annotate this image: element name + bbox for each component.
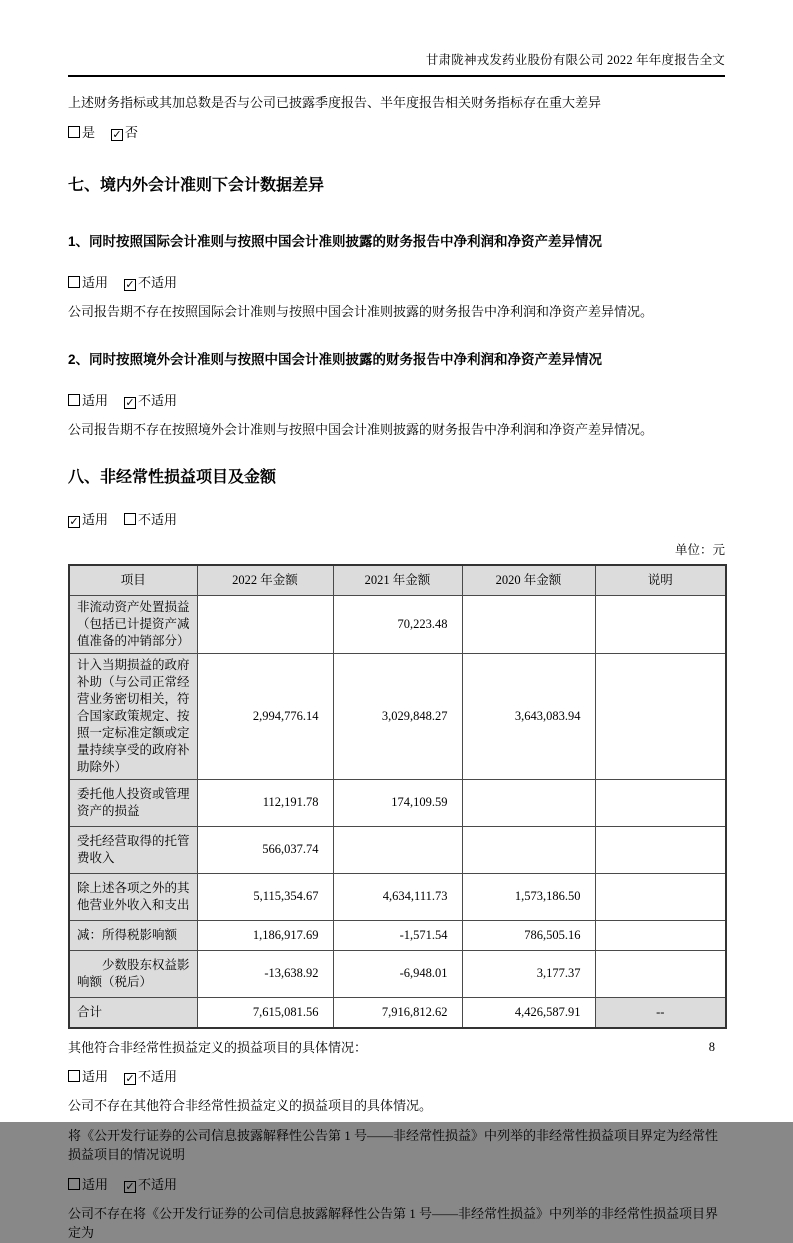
row-2021-value: 70,223.48 — [333, 595, 462, 653]
section8-not-applicable-label: 不适用 — [138, 511, 178, 527]
definition-applicable-option — [68, 1177, 108, 1192]
section7-sub1-heading: 1、同时按照国际会计准则与按照中国会计准则披露的财务报告中净利润和净资产差异情况 — [68, 233, 603, 249]
sub2-applicable-option — [68, 393, 108, 408]
row-2022-value: 2,994,776.14 — [197, 653, 333, 779]
table-row — [69, 950, 726, 997]
table-header-row — [69, 565, 726, 596]
row-2020-value — [462, 826, 595, 873]
section7-heading: 七、境内外会计准则下会计数据差异 — [68, 176, 325, 194]
row-2022-value — [197, 595, 333, 653]
yes-no-checkbox-row — [68, 122, 725, 141]
sub2-applicable-icon — [68, 394, 80, 406]
col-header-2021: 2021 年金额 — [333, 565, 462, 596]
section8-not-applicable-option — [124, 512, 177, 527]
sub2-not-applicable-option — [124, 393, 177, 408]
row-2022-value: 1,186,917.69 — [197, 920, 333, 950]
sub1-not-applicable-label: 不适用 — [138, 274, 178, 290]
row-2022-value: 112,191.78 — [197, 779, 333, 826]
definition-applicable-icon — [68, 1178, 80, 1190]
table-row — [69, 826, 726, 873]
row-item-label: 减：所得税影响额 — [69, 920, 197, 950]
section8-applicable-option — [68, 512, 108, 527]
sub1-applicable-label: 适用 — [82, 274, 109, 290]
row-note — [595, 595, 726, 653]
definition-applicability-row — [68, 1174, 725, 1193]
table-row — [69, 779, 726, 826]
non-recurring-items-table — [68, 564, 727, 1029]
col-header-2022: 2022 年金额 — [197, 565, 333, 596]
row-2022-value: 5,115,354.67 — [197, 873, 333, 920]
row-2021-value: 3,029,848.27 — [333, 653, 462, 779]
col-header-item: 项目 — [69, 565, 197, 596]
sub1-applicable-icon — [68, 276, 80, 288]
table-row — [69, 595, 726, 653]
sub2-statement: 公司报告期不存在按照境外会计准则与按照中国会计准则披露的财务报告中净利润和净资产差异情况。 — [68, 421, 654, 437]
table-row — [69, 653, 726, 779]
row-item-label: 受托经营取得的托管费收入 — [69, 826, 197, 873]
unit-label: 单位：元 — [674, 542, 725, 557]
row-2021-value: 4,634,111.73 — [333, 873, 462, 920]
checkbox-option-no — [111, 125, 138, 140]
definition-statement: 公司不存在将《公开发行证券的公司信息披露解释性公告第 1 号——非经常性损益》中列举的非经常性损益项目界定为 — [68, 1205, 719, 1240]
sub2-not-applicable-icon: ✓ — [125, 396, 135, 409]
definition-not-applicable-label: 不适用 — [138, 1176, 178, 1192]
checkbox-no-label: 否 — [125, 124, 139, 140]
section8-applicability-row — [68, 509, 725, 528]
definition-applicable-label: 适用 — [82, 1176, 109, 1192]
sub2-applicability-row — [68, 390, 725, 409]
row-2021-value: -6,948.01 — [333, 950, 462, 997]
row-item-label: 计入当期损益的政府补助（与公司正常经营业务密切相关，符合国家政策规定、按照一定标准定额或定量持续享受的政府补助除外） — [69, 653, 197, 779]
other-items-applicable-label: 适用 — [82, 1069, 109, 1085]
row-2020-value: 3,177.37 — [462, 950, 595, 997]
section8-not-applicable-icon — [124, 513, 136, 525]
checkbox-option-yes — [68, 125, 95, 140]
section7-sub2-heading: 2、同时按照境外会计准则与按照中国会计准则披露的财务报告中净利润和净资产差异情况 — [68, 351, 603, 367]
section8-applicable-icon: ✓ — [69, 515, 79, 528]
sub1-statement: 公司报告期不存在按照国际会计准则与按照中国会计准则披露的财务报告中净利润和净资产差异情况。 — [68, 303, 654, 319]
row-item-label: 委托他人投资或管理资产的损益 — [69, 779, 197, 826]
row-2021-value — [333, 826, 462, 873]
other-items-applicable-icon — [68, 1070, 80, 1082]
page-number: 8 — [708, 1040, 715, 1054]
row-note — [595, 920, 726, 950]
other-items-statement: 公司不存在其他符合非经常性损益定义的损益项目的具体情况。 — [68, 1098, 433, 1114]
row-2020-value: 786,505.16 — [462, 920, 595, 950]
sub1-applicable-option — [68, 275, 108, 290]
col-header-2020: 2020 年金额 — [462, 565, 595, 596]
row-2022-value: 566,037.74 — [197, 826, 333, 873]
table-row — [69, 920, 726, 950]
definition-heading: 将《公开发行证券的公司信息披露解释性公告第 1 号——非经常性损益》中列举的非经常性损益项目界定为经常性损益项目的情况说明 — [68, 1128, 719, 1163]
row-note — [595, 950, 726, 997]
definition-not-applicable-option — [124, 1177, 177, 1192]
row-item-label: 非流动资产处置损益（包括已计提资产减值准备的冲销部分） — [69, 595, 197, 653]
row-2020-value: 3,643,083.94 — [462, 653, 595, 779]
other-items-applicability-row — [68, 1066, 725, 1085]
sub2-not-applicable-label: 不适用 — [138, 392, 178, 408]
row-2020-value: 1,573,186.50 — [462, 873, 595, 920]
sub2-applicable-label: 适用 — [82, 392, 109, 408]
sub1-not-applicable-option — [124, 275, 177, 290]
table-total-row — [69, 997, 726, 1028]
total-2020-value: 4,426,587.91 — [462, 997, 595, 1028]
definition-not-applicable-icon: ✓ — [125, 1180, 135, 1193]
row-note — [595, 873, 726, 920]
row-note — [595, 826, 726, 873]
checkbox-yes-label: 是 — [82, 124, 96, 140]
col-header-note: 说明 — [595, 565, 726, 596]
checkbox-no-icon: ✓ — [112, 128, 122, 141]
total-label: 合计 — [69, 997, 197, 1028]
running-header: 甘肃陇神戎发药业股份有限公司 2022 年年度报告全文 — [68, 0, 725, 77]
checkbox-yes-icon — [68, 126, 80, 138]
sub1-applicability-row — [68, 272, 725, 291]
row-note — [595, 779, 726, 826]
row-2022-value: -13,638.92 — [197, 950, 333, 997]
materiality-question: 上述财务指标或其加总数是否与公司已披露季度报告、半年度报告相关财务指标存在重大差异 — [68, 95, 602, 110]
section8-heading: 八、非经常性损益项目及金额 — [68, 468, 277, 486]
table-row — [69, 873, 726, 920]
row-note — [595, 653, 726, 779]
row-2021-value: 174,109.59 — [333, 779, 462, 826]
other-items-not-applicable-label: 不适用 — [138, 1069, 178, 1085]
total-note: -- — [595, 997, 726, 1028]
other-items-applicable-option — [68, 1069, 108, 1084]
row-2020-value — [462, 595, 595, 653]
sub1-not-applicable-icon: ✓ — [125, 278, 135, 291]
other-items-not-applicable-option — [124, 1069, 177, 1084]
other-items-not-applicable-icon: ✓ — [125, 1073, 135, 1086]
total-2021-value: 7,916,812.62 — [333, 997, 462, 1028]
total-2022-value: 7,615,081.56 — [197, 997, 333, 1028]
row-item-label: 少数股东权益影响额（税后） — [69, 950, 197, 997]
row-item-label: 除上述各项之外的其他营业外收入和支出 — [69, 873, 197, 920]
other-items-heading: 其他符合非经常性损益定义的损益项目的具体情况： — [68, 1039, 368, 1055]
row-2021-value: -1,571.54 — [333, 920, 462, 950]
section8-applicable-label: 适用 — [82, 511, 109, 527]
row-2020-value — [462, 779, 595, 826]
